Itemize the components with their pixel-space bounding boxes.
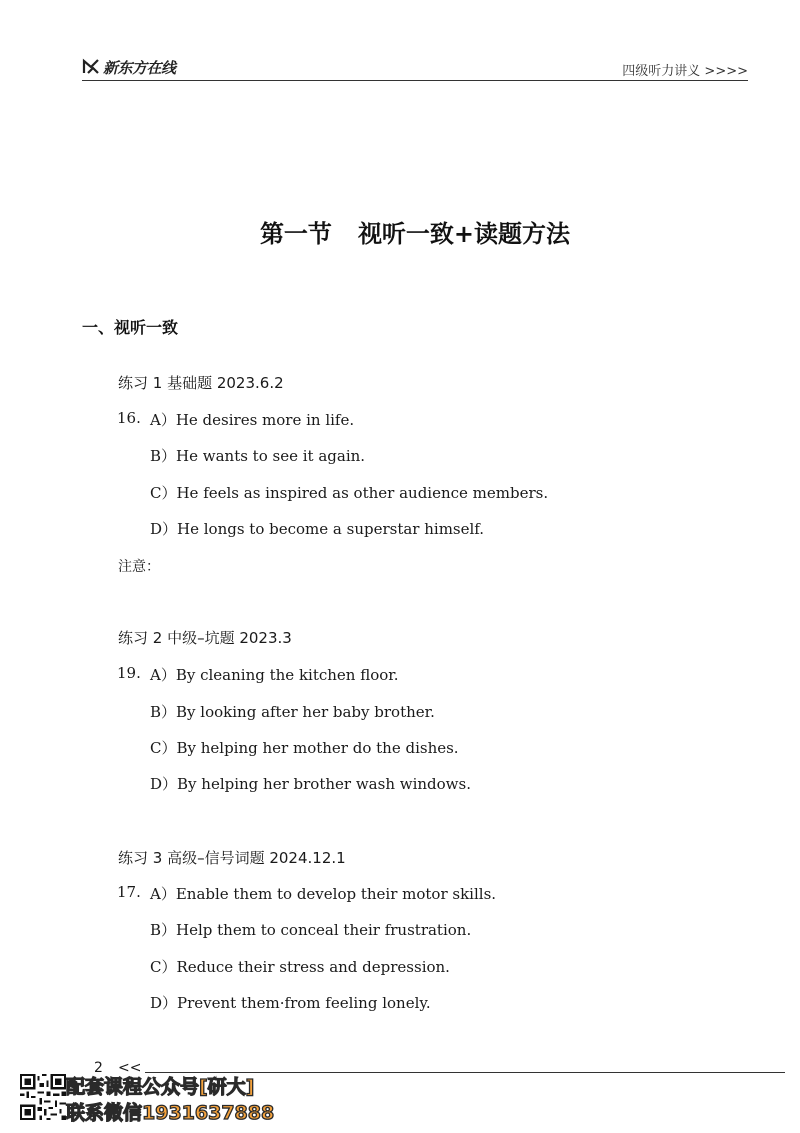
option-a: A）He desires more in life. — [150, 411, 355, 429]
header-divider — [82, 80, 748, 81]
option-c: C）He feels as inspired as other audience members. — [150, 484, 549, 502]
option-d: D）By helping her brother wash windows. — [150, 775, 471, 793]
subsection-heading: 一、视听一致 — [82, 318, 179, 337]
logo-text: 新东方在线 — [103, 58, 176, 77]
option-b: B）By looking after her baby brother. — [150, 703, 435, 721]
section-title — [0, 214, 800, 249]
question-number: 17. — [117, 883, 141, 901]
question-number: 19. — [117, 664, 141, 682]
page-number: 2 — [94, 1060, 103, 1076]
watermark-line-1: 配套课程公众号[研大] — [66, 1076, 255, 1098]
brand-logo — [82, 56, 176, 78]
option-c: C）Reduce their stress and depression. — [150, 958, 450, 976]
option-a: A）Enable them to develop their motor skills. — [150, 885, 497, 903]
exercise-heading: 练习 3 高级–信号词题 2024.12.1 — [118, 849, 346, 867]
logo-icon — [82, 58, 100, 76]
page-arrows: << — [118, 1060, 142, 1076]
header-course-title: 四级听力讲义 >>>> — [622, 64, 748, 79]
section-title-number: 第一节 — [259, 220, 332, 248]
option-b: B）He wants to see it again. — [150, 447, 366, 465]
section-title-text: 视听一致+读题方法 — [357, 220, 571, 248]
exercise-heading: 练习 2 中级–坑题 2023.3 — [118, 629, 292, 647]
option-d: D）Prevent them·from feeling lonely. — [150, 994, 431, 1012]
option-c: C）By helping her mother do the dishes. — [150, 739, 459, 757]
watermark-line-2: 联系微信1931637888 — [66, 1102, 275, 1124]
exercise-heading: 练习 1 基础题 2023.6.2 — [118, 374, 284, 392]
question-number: 16. — [117, 409, 141, 427]
option-a: A）By cleaning the kitchen floor. — [150, 666, 399, 684]
option-b: B）Help them to conceal their frustration. — [150, 921, 472, 939]
note-label: 注意： — [118, 559, 160, 575]
qr-code-icon — [20, 1074, 66, 1120]
option-d: D）He longs to become a superstar himself. — [150, 520, 485, 538]
